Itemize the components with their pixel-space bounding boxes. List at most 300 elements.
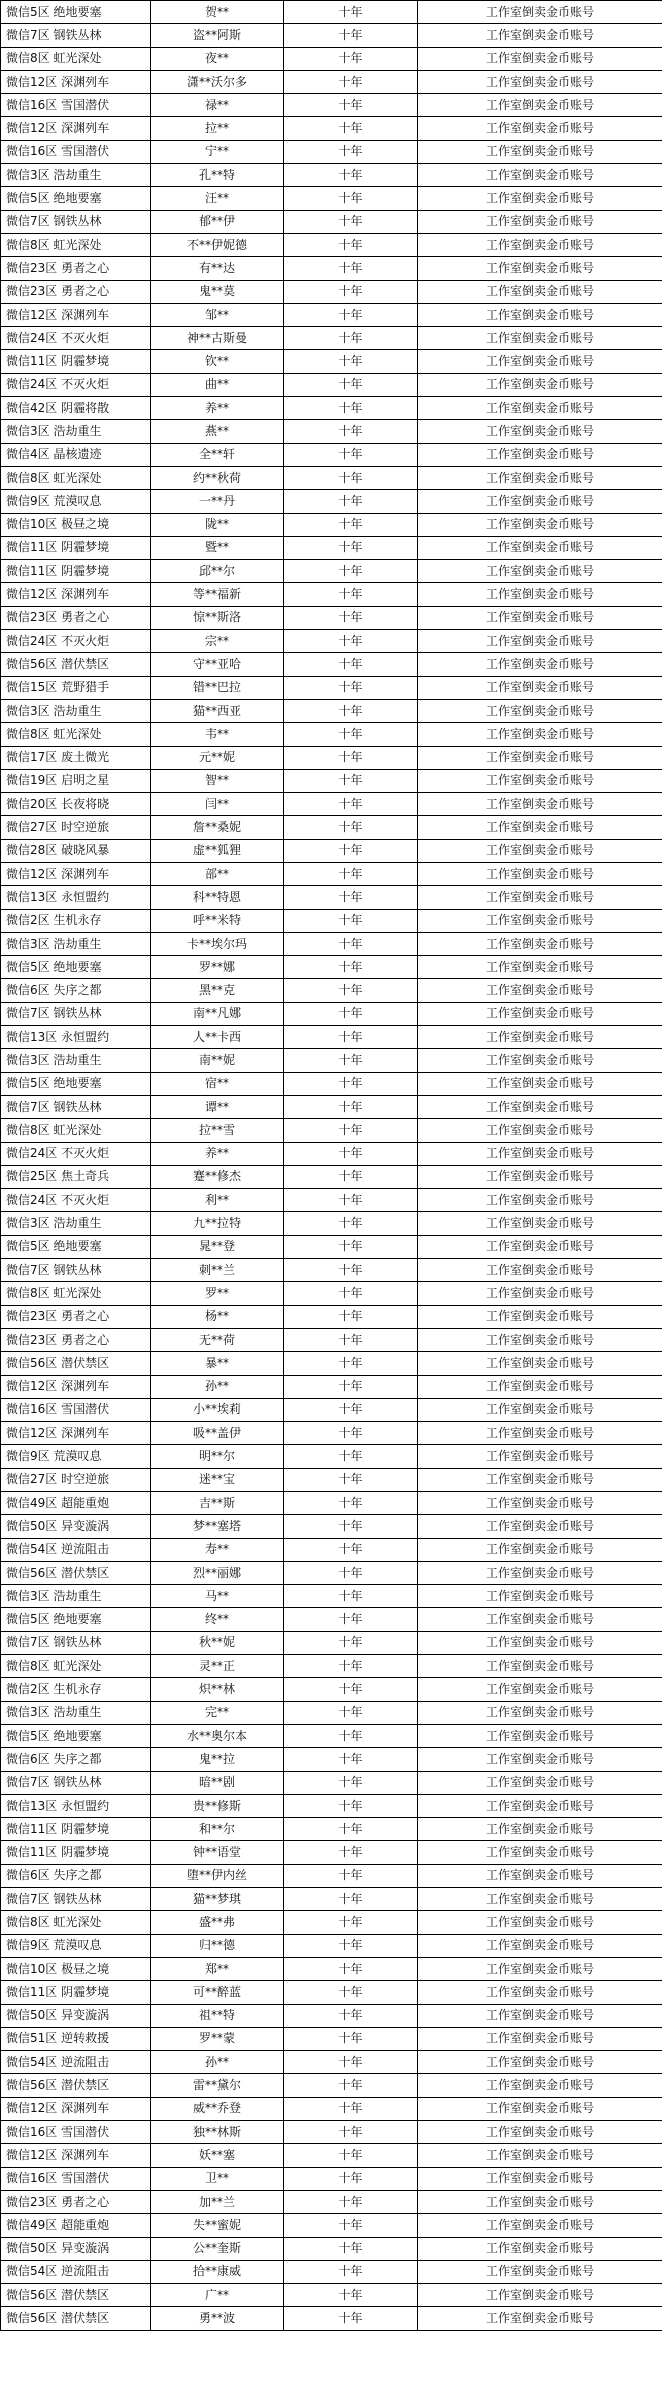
- server-cell: 微信12区 深渊列车: [1, 117, 151, 140]
- server-cell: 微信2区 生机永存: [1, 1678, 151, 1701]
- player-name-cell: 威**乔登: [151, 2097, 284, 2120]
- server-cell: 微信24区 不灭火炬: [1, 327, 151, 350]
- player-name-cell: 杨**: [151, 1305, 284, 1328]
- ban-term-cell: 十年: [284, 560, 418, 583]
- ban-term-cell: 十年: [284, 1911, 418, 1934]
- player-name-cell: 灵**正: [151, 1655, 284, 1678]
- table-row: [1, 1, 662, 24]
- table-row: [1, 560, 662, 583]
- table-row: [1, 979, 662, 1002]
- table-row: [1, 1888, 662, 1911]
- ban-term-cell: 十年: [284, 1305, 418, 1328]
- ban-term-cell: 十年: [284, 1235, 418, 1258]
- table-row: [1, 1678, 662, 1701]
- reason-cell: 工作室倒卖金币账号: [418, 2144, 662, 2167]
- server-cell: 微信12区 深渊列车: [1, 1422, 151, 1445]
- ban-term-cell: 十年: [284, 1655, 418, 1678]
- server-cell: 微信5区 绝地要塞: [1, 1235, 151, 1258]
- ban-term-cell: 十年: [284, 1701, 418, 1724]
- player-name-cell: 暨**: [151, 536, 284, 559]
- table-row: [1, 932, 662, 955]
- reason-cell: 工作室倒卖金币账号: [418, 793, 662, 816]
- reason-cell: 工作室倒卖金币账号: [418, 1095, 662, 1118]
- server-cell: 微信6区 失序之都: [1, 1864, 151, 1887]
- table-row: [1, 769, 662, 792]
- player-name-cell: 暴**: [151, 1352, 284, 1375]
- reason-cell: 工作室倒卖金币账号: [418, 699, 662, 722]
- ban-term-cell: 十年: [284, 653, 418, 676]
- player-name-cell: 韦**: [151, 723, 284, 746]
- player-name-cell: 汪**: [151, 187, 284, 210]
- table-row: [1, 886, 662, 909]
- ban-term-cell: 十年: [284, 327, 418, 350]
- reason-cell: 工作室倒卖金币账号: [418, 979, 662, 1002]
- server-cell: 微信8区 虹光深处: [1, 723, 151, 746]
- table-row: [1, 816, 662, 839]
- table-row: [1, 2260, 662, 2283]
- table-row: [1, 443, 662, 466]
- ban-term-cell: 十年: [284, 1282, 418, 1305]
- player-name-cell: 不**伊妮德: [151, 233, 284, 256]
- server-cell: 微信12区 深渊列车: [1, 583, 151, 606]
- reason-cell: 工作室倒卖金币账号: [418, 350, 662, 373]
- reason-cell: 工作室倒卖金币账号: [418, 2027, 662, 2050]
- server-cell: 微信3区 浩劫重生: [1, 932, 151, 955]
- server-cell: 微信3区 浩劫重生: [1, 164, 151, 187]
- reason-cell: 工作室倒卖金币账号: [418, 1888, 662, 1911]
- ban-term-cell: 十年: [284, 210, 418, 233]
- server-cell: 微信5区 绝地要塞: [1, 956, 151, 979]
- reason-cell: 工作室倒卖金币账号: [418, 1981, 662, 2004]
- reason-cell: 工作室倒卖金币账号: [418, 327, 662, 350]
- server-cell: 微信19区 启明之星: [1, 769, 151, 792]
- ban-term-cell: 十年: [284, 2051, 418, 2074]
- ban-term-cell: 十年: [284, 1352, 418, 1375]
- table-row: [1, 233, 662, 256]
- table-row: [1, 420, 662, 443]
- reason-cell: 工作室倒卖金币账号: [418, 723, 662, 746]
- server-cell: 微信49区 超能重炮: [1, 1492, 151, 1515]
- table-row: [1, 2237, 662, 2260]
- player-name-cell: 完**: [151, 1701, 284, 1724]
- table-row: [1, 1981, 662, 2004]
- reason-cell: 工作室倒卖金币账号: [418, 443, 662, 466]
- server-cell: 微信7区 钢铁丛林: [1, 24, 151, 47]
- table-row: [1, 2167, 662, 2190]
- player-name-cell: 曲**: [151, 373, 284, 396]
- ban-term-cell: 十年: [284, 1608, 418, 1631]
- ban-term-cell: 十年: [284, 1888, 418, 1911]
- server-cell: 微信3区 浩劫重生: [1, 1585, 151, 1608]
- reason-cell: 工作室倒卖金币账号: [418, 1561, 662, 1584]
- server-cell: 微信3区 浩劫重生: [1, 1212, 151, 1235]
- reason-cell: 工作室倒卖金币账号: [418, 117, 662, 140]
- reason-cell: 工作室倒卖金币账号: [418, 2121, 662, 2144]
- reason-cell: 工作室倒卖金币账号: [418, 1701, 662, 1724]
- table-row: [1, 2307, 662, 2330]
- ban-term-cell: 十年: [284, 2167, 418, 2190]
- reason-cell: 工作室倒卖金币账号: [418, 397, 662, 420]
- reason-cell: 工作室倒卖金币账号: [418, 1142, 662, 1165]
- table-row: [1, 70, 662, 93]
- table-row: [1, 2144, 662, 2167]
- player-name-cell: 拉**: [151, 117, 284, 140]
- table-row: [1, 2121, 662, 2144]
- table-row: [1, 373, 662, 396]
- reason-cell: 工作室倒卖金币账号: [418, 1049, 662, 1072]
- ban-term-cell: 十年: [284, 746, 418, 769]
- ban-term-cell: 十年: [284, 1259, 418, 1282]
- player-name-cell: 吉**斯: [151, 1492, 284, 1515]
- ban-term-cell: 十年: [284, 1072, 418, 1095]
- table-row: [1, 909, 662, 932]
- reason-cell: 工作室倒卖金币账号: [418, 839, 662, 862]
- reason-cell: 工作室倒卖金币账号: [418, 1212, 662, 1235]
- reason-cell: 工作室倒卖金币账号: [418, 2237, 662, 2260]
- server-cell: 微信5区 绝地要塞: [1, 1072, 151, 1095]
- ban-term-cell: 十年: [284, 350, 418, 373]
- player-name-cell: 迷**宝: [151, 1468, 284, 1491]
- ban-term-cell: 十年: [284, 2027, 418, 2050]
- player-name-cell: 独**林斯: [151, 2121, 284, 2144]
- reason-cell: 工作室倒卖金币账号: [418, 560, 662, 583]
- ban-term-cell: 十年: [284, 1678, 418, 1701]
- table-row: [1, 1002, 662, 1025]
- reason-cell: 工作室倒卖金币账号: [418, 420, 662, 443]
- ban-term-cell: 十年: [284, 1794, 418, 1817]
- player-name-cell: 烈**丽娜: [151, 1561, 284, 1584]
- table-row: [1, 1818, 662, 1841]
- reason-cell: 工作室倒卖金币账号: [418, 1445, 662, 1468]
- server-cell: 微信5区 绝地要塞: [1, 1, 151, 24]
- player-name-cell: 南**凡娜: [151, 1002, 284, 1025]
- player-name-cell: 失**蜜妮: [151, 2214, 284, 2237]
- player-name-cell: 广**: [151, 2284, 284, 2307]
- reason-cell: 工作室倒卖金币账号: [418, 2051, 662, 2074]
- server-cell: 微信13区 永恒盟约: [1, 1794, 151, 1817]
- table-row: [1, 2214, 662, 2237]
- table-row: [1, 1841, 662, 1864]
- reason-cell: 工作室倒卖金币账号: [418, 862, 662, 885]
- ban-term-cell: 十年: [284, 909, 418, 932]
- player-name-cell: 马**: [151, 1585, 284, 1608]
- server-cell: 微信24区 不灭火炬: [1, 630, 151, 653]
- reason-cell: 工作室倒卖金币账号: [418, 1305, 662, 1328]
- table-row: [1, 47, 662, 70]
- player-name-cell: 暗**剧: [151, 1771, 284, 1794]
- ban-term-cell: 十年: [284, 1119, 418, 1142]
- table-row: [1, 1701, 662, 1724]
- table-row: [1, 1305, 662, 1328]
- table-row: [1, 2051, 662, 2074]
- server-cell: 微信24区 不灭火炬: [1, 1142, 151, 1165]
- reason-cell: 工作室倒卖金币账号: [418, 1259, 662, 1282]
- table-row: [1, 793, 662, 816]
- server-cell: 微信23区 勇者之心: [1, 606, 151, 629]
- player-name-cell: 刺**兰: [151, 1259, 284, 1282]
- server-cell: 微信24区 不灭火炬: [1, 1189, 151, 1212]
- ban-term-cell: 十年: [284, 1957, 418, 1980]
- ban-term-cell: 十年: [284, 257, 418, 280]
- reason-cell: 工作室倒卖金币账号: [418, 1026, 662, 1049]
- server-cell: 微信3区 浩劫重生: [1, 1701, 151, 1724]
- player-name-cell: 孙**: [151, 1375, 284, 1398]
- table-row: [1, 1561, 662, 1584]
- table-row: [1, 1911, 662, 1934]
- table-row: [1, 746, 662, 769]
- table-row: [1, 1957, 662, 1980]
- table-row: [1, 1422, 662, 1445]
- player-name-cell: 人**卡西: [151, 1026, 284, 1049]
- ban-term-cell: 十年: [284, 1771, 418, 1794]
- player-name-cell: 陇**: [151, 513, 284, 536]
- reason-cell: 工作室倒卖金币账号: [418, 164, 662, 187]
- ban-term-cell: 十年: [284, 47, 418, 70]
- table-row: [1, 1468, 662, 1491]
- player-name-cell: 寿**: [151, 1538, 284, 1561]
- server-cell: 微信15区 荒野猎手: [1, 676, 151, 699]
- player-name-cell: 盗**阿斯: [151, 24, 284, 47]
- ban-term-cell: 十年: [284, 187, 418, 210]
- server-cell: 微信50区 异变漩涡: [1, 2004, 151, 2027]
- server-cell: 微信8区 虹光深处: [1, 1655, 151, 1678]
- reason-cell: 工作室倒卖金币账号: [418, 94, 662, 117]
- table-row: [1, 1212, 662, 1235]
- ban-term-cell: 十年: [284, 676, 418, 699]
- player-name-cell: 钟**语堂: [151, 1841, 284, 1864]
- server-cell: 微信8区 虹光深处: [1, 47, 151, 70]
- server-cell: 微信8区 虹光深处: [1, 1282, 151, 1305]
- player-name-cell: 雷**黛尔: [151, 2074, 284, 2097]
- reason-cell: 工作室倒卖金币账号: [418, 1724, 662, 1747]
- reason-cell: 工作室倒卖金币账号: [418, 513, 662, 536]
- server-cell: 微信10区 极昼之境: [1, 513, 151, 536]
- table-row: [1, 2284, 662, 2307]
- reason-cell: 工作室倒卖金币账号: [418, 1771, 662, 1794]
- reason-cell: 工作室倒卖金币账号: [418, 2167, 662, 2190]
- reason-cell: 工作室倒卖金币账号: [418, 140, 662, 163]
- player-name-cell: 贺**: [151, 1, 284, 24]
- player-name-cell: 钦**: [151, 350, 284, 373]
- reason-cell: 工作室倒卖金币账号: [418, 583, 662, 606]
- player-name-cell: 利**: [151, 1189, 284, 1212]
- table-row: [1, 1748, 662, 1771]
- reason-cell: 工作室倒卖金币账号: [418, 2074, 662, 2097]
- ban-term-cell: 十年: [284, 699, 418, 722]
- player-name-cell: 养**: [151, 1142, 284, 1165]
- server-cell: 微信23区 勇者之心: [1, 280, 151, 303]
- reason-cell: 工作室倒卖金币账号: [418, 210, 662, 233]
- table-row: [1, 1282, 662, 1305]
- table-row: [1, 699, 662, 722]
- reason-cell: 工作室倒卖金币账号: [418, 1911, 662, 1934]
- reason-cell: 工作室倒卖金币账号: [418, 816, 662, 839]
- table-row: [1, 1794, 662, 1817]
- player-name-cell: 梦**塞塔: [151, 1515, 284, 1538]
- reason-cell: 工作室倒卖金币账号: [418, 1538, 662, 1561]
- player-name-cell: 勇**波: [151, 2307, 284, 2330]
- ban-term-cell: 十年: [284, 1631, 418, 1654]
- player-name-cell: 炽**林: [151, 1678, 284, 1701]
- player-name-cell: 禄**: [151, 94, 284, 117]
- ban-term-cell: 十年: [284, 979, 418, 1002]
- ban-term-cell: 十年: [284, 1375, 418, 1398]
- ban-term-cell: 十年: [284, 606, 418, 629]
- reason-cell: 工作室倒卖金币账号: [418, 676, 662, 699]
- player-name-cell: 小**埃莉: [151, 1398, 284, 1421]
- reason-cell: 工作室倒卖金币账号: [418, 1119, 662, 1142]
- server-cell: 微信3区 浩劫重生: [1, 1049, 151, 1072]
- reason-cell: 工作室倒卖金币账号: [418, 257, 662, 280]
- server-cell: 微信54区 逆流阻击: [1, 2051, 151, 2074]
- table-row: [1, 1072, 662, 1095]
- ban-term-cell: 十年: [284, 70, 418, 93]
- reason-cell: 工作室倒卖金币账号: [418, 1492, 662, 1515]
- ban-term-cell: 十年: [284, 956, 418, 979]
- server-cell: 微信56区 潜伏禁区: [1, 2307, 151, 2330]
- ban-term-cell: 十年: [284, 2121, 418, 2144]
- player-name-cell: 鬼**拉: [151, 1748, 284, 1771]
- ban-term-cell: 十年: [284, 1468, 418, 1491]
- server-cell: 微信16区 雪国潜伏: [1, 94, 151, 117]
- reason-cell: 工作室倒卖金币账号: [418, 2284, 662, 2307]
- server-cell: 微信8区 虹光深处: [1, 1119, 151, 1142]
- ban-list-body: [1, 1, 662, 2331]
- player-name-cell: 郁**伊: [151, 210, 284, 233]
- player-name-cell: 拉**雪: [151, 1119, 284, 1142]
- player-name-cell: 潇**沃尔多: [151, 70, 284, 93]
- ban-term-cell: 十年: [284, 117, 418, 140]
- reason-cell: 工作室倒卖金币账号: [418, 1189, 662, 1212]
- ban-term-cell: 十年: [284, 513, 418, 536]
- table-row: [1, 1026, 662, 1049]
- reason-cell: 工作室倒卖金币账号: [418, 303, 662, 326]
- server-cell: 微信50区 异变漩涡: [1, 1515, 151, 1538]
- player-name-cell: 燕**: [151, 420, 284, 443]
- table-row: [1, 1585, 662, 1608]
- server-cell: 微信27区 时空逆旅: [1, 1468, 151, 1491]
- reason-cell: 工作室倒卖金币账号: [418, 1398, 662, 1421]
- reason-cell: 工作室倒卖金币账号: [418, 1165, 662, 1188]
- reason-cell: 工作室倒卖金币账号: [418, 1515, 662, 1538]
- ban-term-cell: 十年: [284, 1864, 418, 1887]
- table-row: [1, 1934, 662, 1957]
- reason-cell: 工作室倒卖金币账号: [418, 1002, 662, 1025]
- ban-term-cell: 十年: [284, 2144, 418, 2167]
- reason-cell: 工作室倒卖金币账号: [418, 1, 662, 24]
- server-cell: 微信12区 深渊列车: [1, 862, 151, 885]
- server-cell: 微信7区 钢铁丛林: [1, 1888, 151, 1911]
- player-name-cell: 部**: [151, 862, 284, 885]
- ban-term-cell: 十年: [284, 2214, 418, 2237]
- reason-cell: 工作室倒卖金币账号: [418, 466, 662, 489]
- table-row: [1, 466, 662, 489]
- ban-term-cell: 十年: [284, 793, 418, 816]
- table-row: [1, 1095, 662, 1118]
- reason-cell: 工作室倒卖金币账号: [418, 1934, 662, 1957]
- ban-term-cell: 十年: [284, 443, 418, 466]
- ban-term-cell: 十年: [284, 2004, 418, 2027]
- table-row: [1, 187, 662, 210]
- player-name-cell: 公**奎斯: [151, 2237, 284, 2260]
- table-row: [1, 1538, 662, 1561]
- table-row: [1, 1655, 662, 1678]
- ban-term-cell: 十年: [284, 816, 418, 839]
- player-name-cell: 神**古斯曼: [151, 327, 284, 350]
- reason-cell: 工作室倒卖金币账号: [418, 886, 662, 909]
- server-cell: 微信5区 绝地要塞: [1, 187, 151, 210]
- player-name-cell: 和**尔: [151, 1818, 284, 1841]
- server-cell: 微信7区 钢铁丛林: [1, 1002, 151, 1025]
- reason-cell: 工作室倒卖金币账号: [418, 70, 662, 93]
- player-name-cell: 盛**弗: [151, 1911, 284, 1934]
- reason-cell: 工作室倒卖金币账号: [418, 2307, 662, 2330]
- server-cell: 微信27区 时空逆旅: [1, 816, 151, 839]
- ban-term-cell: 十年: [284, 1165, 418, 1188]
- player-name-cell: 约**秋荷: [151, 466, 284, 489]
- reason-cell: 工作室倒卖金币账号: [418, 2214, 662, 2237]
- ban-term-cell: 十年: [284, 769, 418, 792]
- server-cell: 微信11区 阴霾梦境: [1, 350, 151, 373]
- player-name-cell: 呼**米特: [151, 909, 284, 932]
- ban-term-cell: 十年: [284, 1049, 418, 1072]
- server-cell: 微信17区 废土微光: [1, 746, 151, 769]
- server-cell: 微信23区 勇者之心: [1, 2190, 151, 2213]
- ban-term-cell: 十年: [284, 24, 418, 47]
- server-cell: 微信20区 长夜将晓: [1, 793, 151, 816]
- table-row: [1, 536, 662, 559]
- server-cell: 微信56区 潜伏禁区: [1, 653, 151, 676]
- table-row: [1, 1724, 662, 1747]
- table-row: [1, 1328, 662, 1351]
- reason-cell: 工作室倒卖金币账号: [418, 1235, 662, 1258]
- server-cell: 微信2区 生机永存: [1, 909, 151, 932]
- player-name-cell: 吸**盖伊: [151, 1422, 284, 1445]
- player-name-cell: 错**巴拉: [151, 676, 284, 699]
- server-cell: 微信56区 潜伏禁区: [1, 2284, 151, 2307]
- table-row: [1, 397, 662, 420]
- player-name-cell: 邱**尔: [151, 560, 284, 583]
- table-row: [1, 303, 662, 326]
- table-row: [1, 1771, 662, 1794]
- server-cell: 微信56区 潜伏禁区: [1, 2074, 151, 2097]
- table-row: [1, 2190, 662, 2213]
- ban-term-cell: 十年: [284, 2260, 418, 2283]
- table-row: [1, 839, 662, 862]
- table-row: [1, 1515, 662, 1538]
- table-row: [1, 1142, 662, 1165]
- server-cell: 微信5区 绝地要塞: [1, 1608, 151, 1631]
- table-row: [1, 164, 662, 187]
- ban-term-cell: 十年: [284, 233, 418, 256]
- table-row: [1, 1631, 662, 1654]
- server-cell: 微信16区 雪国潜伏: [1, 1398, 151, 1421]
- table-row: [1, 653, 662, 676]
- reason-cell: 工作室倒卖金币账号: [418, 1282, 662, 1305]
- table-row: [1, 630, 662, 653]
- table-row: [1, 723, 662, 746]
- server-cell: 微信13区 永恒盟约: [1, 886, 151, 909]
- table-row: [1, 583, 662, 606]
- server-cell: 微信23区 勇者之心: [1, 1305, 151, 1328]
- table-row: [1, 606, 662, 629]
- ban-term-cell: 十年: [284, 886, 418, 909]
- player-name-cell: 科**特恩: [151, 886, 284, 909]
- server-cell: 微信3区 浩劫重生: [1, 420, 151, 443]
- table-row: [1, 1165, 662, 1188]
- server-cell: 微信6区 失序之都: [1, 979, 151, 1002]
- server-cell: 微信51区 逆转救援: [1, 2027, 151, 2050]
